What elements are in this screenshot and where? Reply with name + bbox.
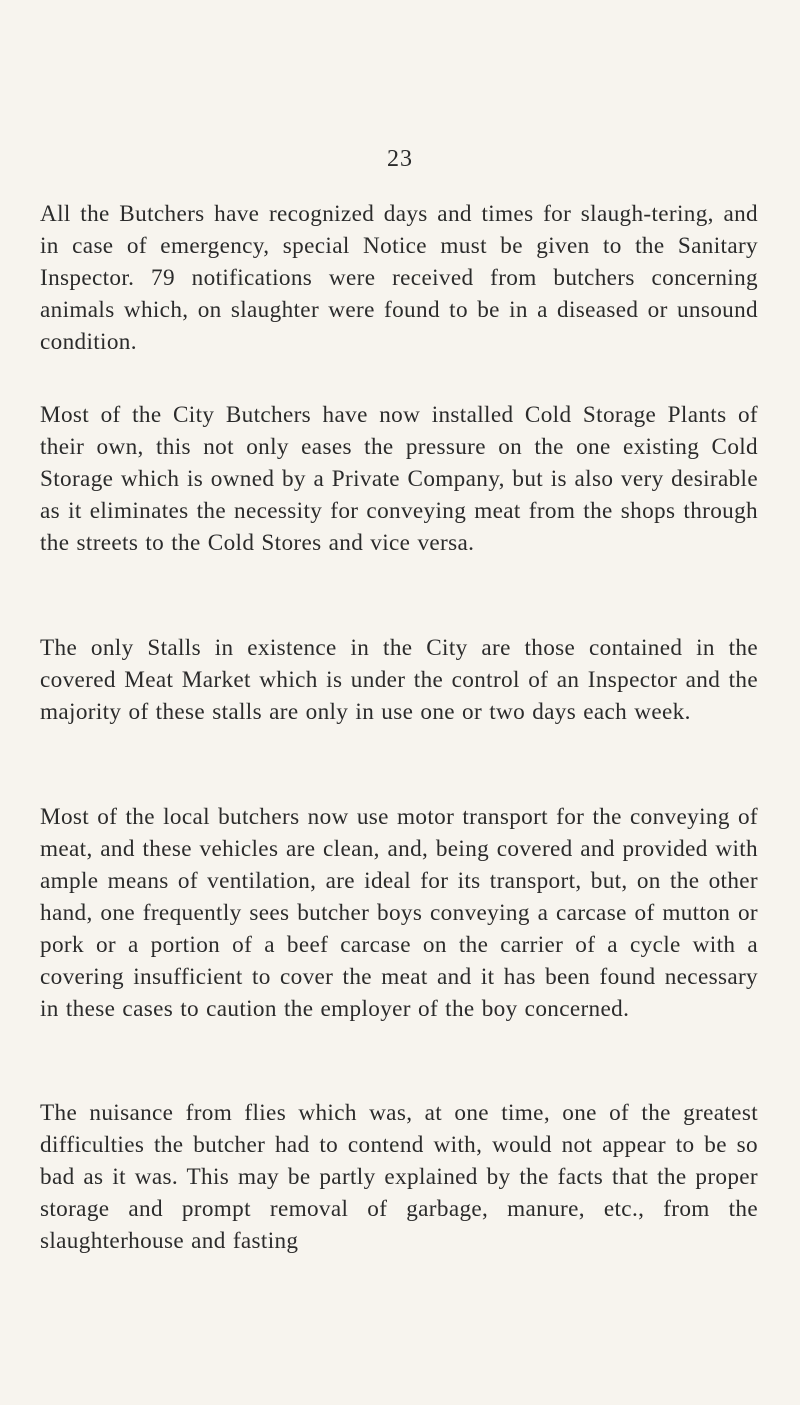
paragraph-flies-nuisance: The nuisance from flies which was, at one time, one of the greatest difficulties the butcher had to contend with, would not appear to be so bad as it was. This may be partly explained by the facts that the proper storage and prompt removal of garbage, manure, etc., from the slaughterhouse and fasting (40, 1100, 758, 1254)
paragraph-cold-storage: Most of the City Butchers have now installed Cold Storage Plants of their own, this not only eases the pressure on the one existing Cold Storage which is owned by a Private Company, but is also very desirable as it eliminates the necessity for conveying meat from the shops through the streets to the Cold Stores and vice versa. (40, 402, 758, 556)
page-number: 23 (387, 146, 413, 172)
paragraph-meat-market-stalls: The only Stalls in existence in the City are those contained in the covered Meat Market which is under the control of an Inspector and the majority of these stalls are only in use one or two days each week. (40, 635, 758, 725)
paragraph-meat-transport: Most of the local butchers now use motor transport for the conveying of meat, and these vehicles are clean, and, being covered and provided with ample means of ventilation, are ideal for its transport, but, on the other hand, one frequently sees butcher boys conveying a carcase of mutton or pork or a portion of a beef carcase on the carrier of a cycle with a covering insufficient to cover the meat and it has been found necessary in these cases to caution the employer of the boy concerned. (40, 804, 758, 1022)
paragraph-slaughtering-notice: All the Butchers have recognized days and times for slaugh-tering, and in case of emergency, special Notice must be given to the Sanitary Inspector. 79 notifications were received from butchers concerning animals which, on slaughter were found to be in a diseased or unsound condition. (40, 201, 758, 355)
